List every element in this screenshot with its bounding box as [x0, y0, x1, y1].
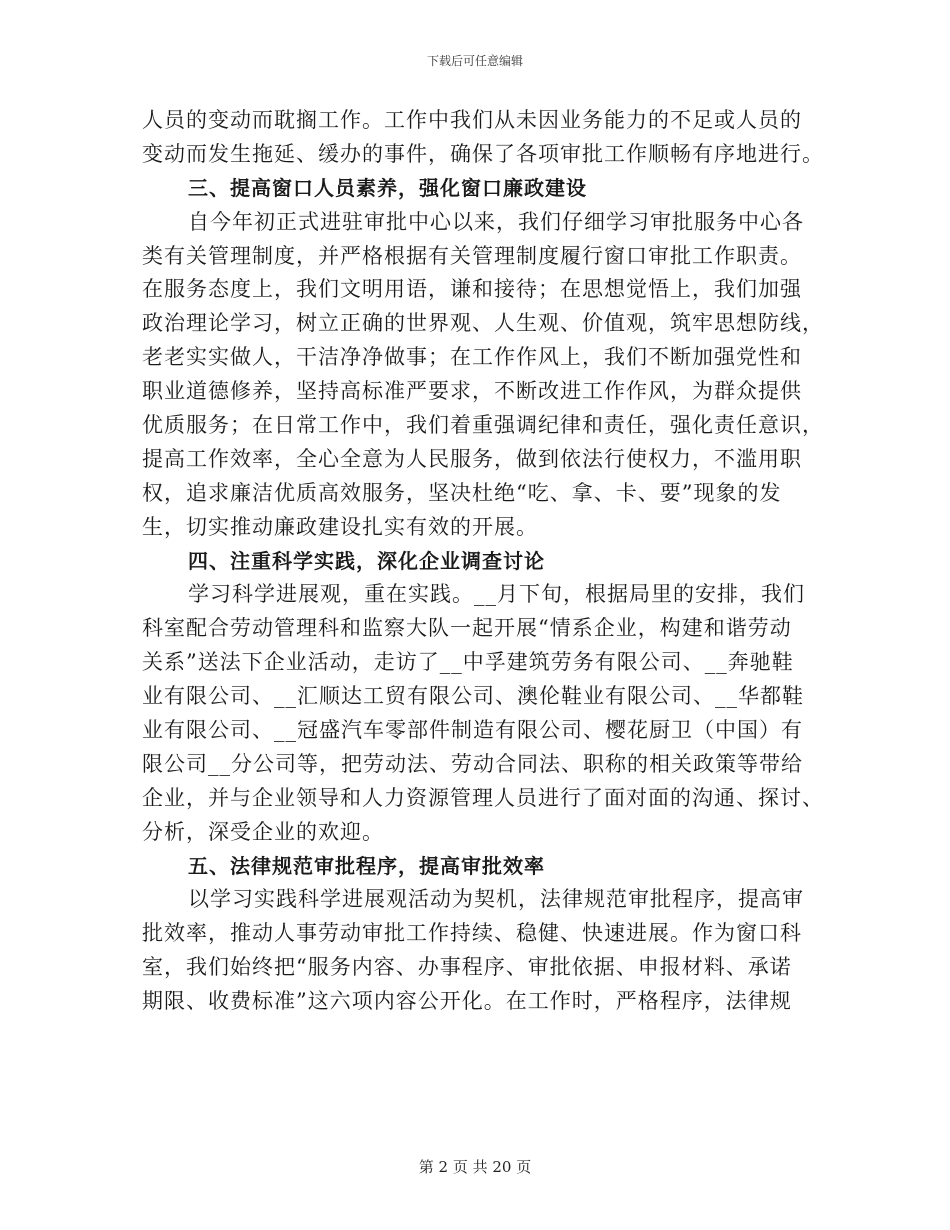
- paragraph-line: 以学习实践科学进展观活动为契机，法律规范审批程序，提高审: [188, 887, 804, 912]
- paragraph-line: 批效率，推动人事劳动审批工作持续、稳健、快速进展。作为窗口科: [142, 921, 802, 946]
- page-header: 下载后可任意编辑: [426, 54, 523, 68]
- paragraph-line: 科室配合劳动管理科和监察大队一起开展“情系企业，构建和谐劳动: [142, 616, 792, 641]
- paragraph-line: 提高工作效率，全心全意为人民服务，做到依法行使权力，不滥用职: [142, 446, 802, 471]
- page-footer: 第 2 页 共 20 页: [418, 1158, 532, 1176]
- paragraph-line: 变动而发生拖延、缓办的事件，确保了各项审批工作顺畅有序地进行。: [142, 141, 824, 166]
- section-heading-4: 四、注重科学实践，深化企业调查讨论: [188, 548, 545, 573]
- paragraph-line: 优质服务；在日常工作中，我们着重强调纪律和责任，强化责任意识，: [142, 413, 824, 438]
- paragraph-line: 分析，深受企业的欢迎。: [142, 819, 384, 844]
- paragraph-line: 室，我们始终把“服务内容、办事程序、审批依据、申报材料、承诺: [142, 955, 792, 980]
- paragraph-line: 关系”送法下企业活动，走访了__中孚建筑劳务有限公司、__奔驰鞋: [142, 650, 794, 675]
- paragraph-line: 业有限公司、__冠盛汽车零部件制造有限公司、樱花厨卫（中国）有: [142, 718, 803, 743]
- paragraph-line: 期限、收费标准”这六项内容公开化。在工作时，严格程序，法律规: [142, 989, 792, 1014]
- paragraph-line: 生，切实推动廉政建设扎实有效的开展。: [142, 514, 538, 539]
- section-heading-3: 三、提高窗口人员素养，强化窗口廉政建设: [188, 175, 587, 200]
- paragraph-line: 限公司__分公司等，把劳动法、劳动合同法、职称的相关政策等带给: [142, 751, 803, 776]
- paragraph-line: 学习科学进展观，重在实践。__月下旬，根据局里的安排，我们: [188, 582, 805, 607]
- section-heading-5: 五、法律规范审批程序，提高审批效率: [188, 853, 545, 878]
- paragraph-line: 政治理论学习，树立正确的世界观、人生观、价值观，筑牢思想防线，: [142, 311, 824, 336]
- paragraph-line: 人员的变动而耽搁工作。工作中我们从未因业务能力的不足或人员的: [142, 108, 802, 132]
- paragraph-line: 企业，并与企业领导和人力资源管理人员进行了面对面的沟通、探讨、: [142, 785, 824, 810]
- document-body: [142, 104, 824, 1019]
- paragraph-line: 业有限公司、__汇顺达工贸有限公司、澳伦鞋业有限公司、__华都鞋: [142, 684, 804, 709]
- paragraph-line: 权，追求廉洁优质高效服务，坚决杜绝“吃、拿、卡、要”现象的发: [142, 480, 782, 505]
- paragraph-line: 类有关管理制度，并严格根据有关管理制度履行窗口审批工作职责。: [142, 243, 802, 268]
- paragraph-line: 在服务态度上，我们文明用语，谦和接待；在思想觉悟上，我们加强: [142, 277, 802, 302]
- paragraph-line: 老老实实做人，干洁净净做事；在工作作风上，我们不断加强党性和: [142, 345, 802, 370]
- paragraph-line: 自今年初正式进驻审批中心以来，我们仔细学习审批服务中心各: [188, 209, 804, 234]
- paragraph-line: 职业道德修养，坚持高标准严要求，不断改进工作作风，为群众提供: [142, 379, 802, 404]
